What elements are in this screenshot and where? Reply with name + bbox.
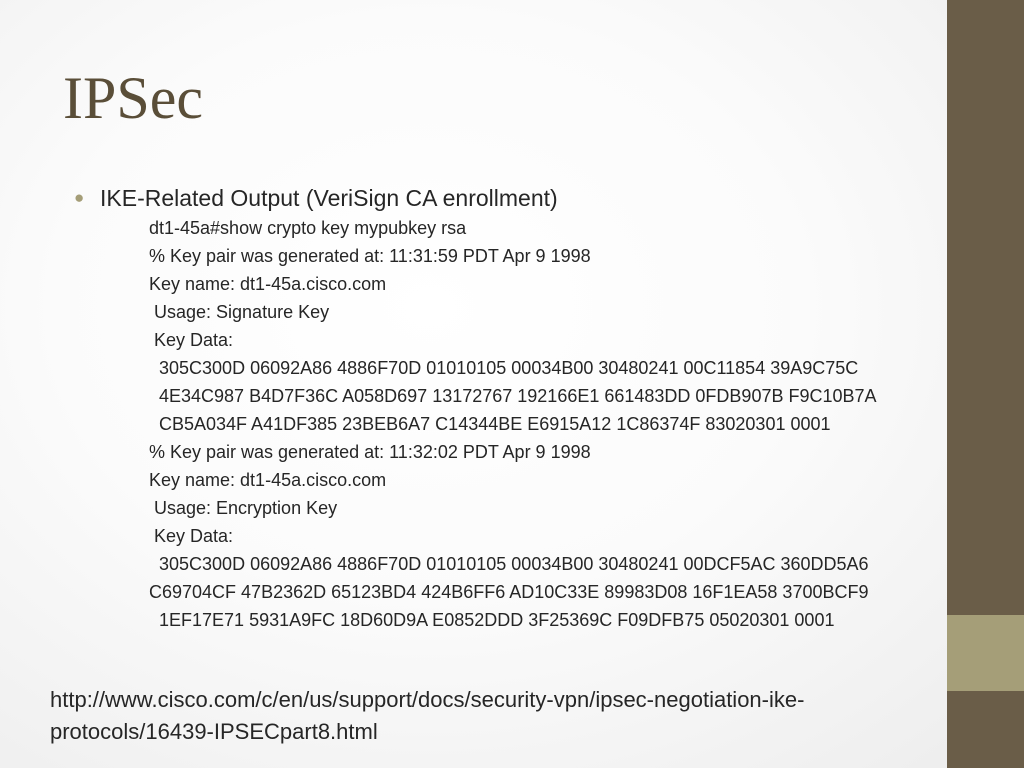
side-bar-accent-block [947, 615, 1024, 691]
bullet-item [74, 182, 558, 214]
bullet-text: IKE-Related Output (VeriSign CA enrollment) [100, 185, 558, 211]
output-line: Key name: dt1-45a.cisco.com [149, 470, 387, 490]
output-line: 305C300D 06092A86 4886F70D 01010105 00034B00 30480241 00C11854 39A9C75C [149, 358, 859, 378]
reference-url[interactable]: http://www.cisco.com/c/en/us/support/docs/security-vpn/ipsec-negotiation-ike-protocols/16439-IPSECpart8.html [50, 687, 805, 744]
output-line: % Key pair was generated at: 11:32:02 PDT Apr 9 1998 [149, 442, 591, 462]
output-line: Key name: dt1-45a.cisco.com [149, 274, 387, 294]
output-line: dt1-45a#show crypto key mypubkey rsa [149, 218, 467, 238]
bullet-dot-icon: ● [74, 188, 85, 207]
output-line: 4E34C987 B4D7F36C A058D697 13172767 192166E1 661483DD 0FDB907B F9C10B7A [149, 386, 877, 406]
output-line: Usage: Signature Key [149, 302, 330, 322]
output-line: CB5A034F A41DF385 23BEB6A7 C14344BE E6915A12 1C86374F 83020301 0001 [149, 414, 831, 434]
output-line: Key Data: [149, 330, 234, 350]
output-line: 305C300D 06092A86 4886F70D 01010105 00034B00 30480241 00DCF5AC 360DD5A6 [149, 554, 869, 574]
output-line: Usage: Encryption Key [149, 498, 338, 518]
output-line: % Key pair was generated at: 11:31:59 PDT Apr 9 1998 [149, 246, 591, 266]
output-line: Key Data: [149, 526, 234, 546]
output-line: 1EF17E71 5931A9FC 18D60D9A E0852DDD 3F25369C F09DFB75 05020301 0001 [149, 610, 835, 630]
output-line: C69704CF 47B2362D 65123BD4 424B6FF6 AD10C33E 89983D08 16F1EA58 3700BCF9 [149, 582, 869, 602]
slide-title: IPSec [63, 65, 203, 131]
